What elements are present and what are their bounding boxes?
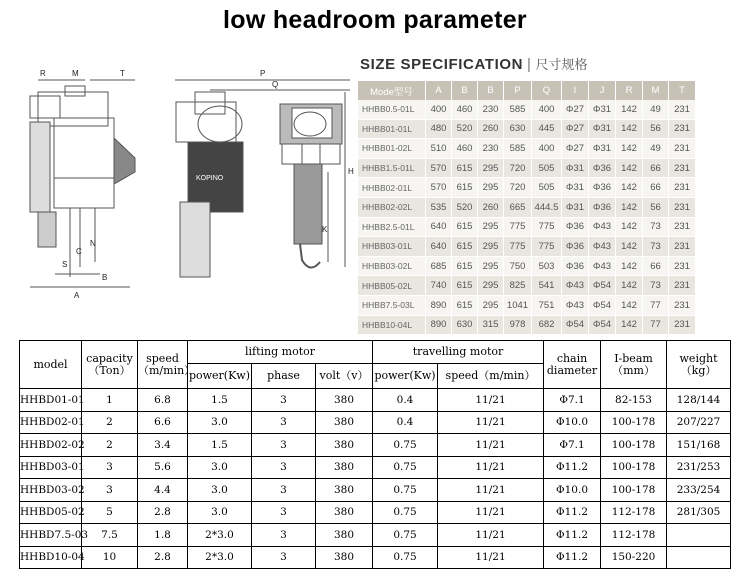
- spec-header-cell: A: [426, 81, 452, 100]
- table-cell: 3: [252, 411, 316, 434]
- spec-cell: 890: [426, 296, 452, 316]
- spec-cell: 142: [616, 296, 643, 316]
- spec-cell: 775: [532, 218, 562, 238]
- size-specification-table: [358, 81, 696, 335]
- spec-cell: 142: [616, 120, 643, 140]
- spec-cell: 570: [426, 159, 452, 179]
- header-weight: weight（kg）: [667, 341, 731, 389]
- table-cell: 82-153: [601, 389, 667, 412]
- spec-cell: Φ36: [589, 198, 616, 218]
- spec-header-cell: Mode型号: [358, 81, 426, 100]
- spec-cell: 1041: [504, 296, 532, 316]
- model-cell: HHBD03-01: [20, 456, 82, 479]
- spec-cell: Φ31: [589, 100, 616, 120]
- spec-cell: 444.5: [532, 198, 562, 218]
- spec-cell: Φ31: [589, 139, 616, 159]
- model-cell: HHBD02-02: [20, 434, 82, 457]
- spec-cell: 231: [669, 178, 696, 198]
- spec-cell: 615: [452, 257, 478, 277]
- spec-cell: 230: [478, 139, 504, 159]
- spec-cell: 775: [504, 237, 532, 257]
- table-cell: 0.4: [373, 411, 438, 434]
- table-cell: 112-178: [601, 501, 667, 524]
- spec-header-cell: B: [452, 81, 478, 100]
- dim-label-c: C: [76, 247, 82, 256]
- table-row: [20, 546, 731, 569]
- table-cell: 11/21: [438, 456, 544, 479]
- table-cell: 11/21: [438, 546, 544, 569]
- table-cell: 11/21: [438, 434, 544, 457]
- table-cell: 1: [82, 389, 138, 412]
- dim-label-r: R: [40, 69, 46, 78]
- spec-cell: 640: [426, 218, 452, 238]
- table-row: [20, 456, 731, 479]
- table-row: [20, 389, 731, 412]
- spec-model-cell: HHBB0.5-01L: [358, 100, 426, 120]
- table-cell: 3.0: [188, 456, 252, 479]
- spec-row: [358, 159, 696, 179]
- spec-cell: 142: [616, 159, 643, 179]
- spec-cell: Φ36: [562, 237, 589, 257]
- table-cell: Φ10.0: [544, 479, 601, 502]
- dim-label-t: T: [120, 69, 125, 78]
- spec-cell: 615: [452, 276, 478, 296]
- header-lifting-power: power(Kw): [188, 364, 252, 389]
- spec-cell: Φ43: [562, 276, 589, 296]
- spec-cell: 615: [452, 237, 478, 257]
- spec-header-cell: P: [504, 81, 532, 100]
- spec-title-cn: 尺寸规格: [535, 57, 588, 72]
- page-title: low headroom parameter: [223, 6, 527, 34]
- table-cell: [667, 546, 731, 569]
- table-cell: 2*3.0: [188, 546, 252, 569]
- table-cell: 380: [316, 501, 373, 524]
- table-cell: 3: [252, 479, 316, 502]
- header-speed: speed（m/min）: [138, 341, 188, 389]
- spec-cell: 66: [643, 159, 669, 179]
- spec-header-row: [358, 81, 696, 100]
- table-cell: 3: [252, 501, 316, 524]
- table-cell: 100-178: [601, 434, 667, 457]
- spec-cell: Φ31: [562, 198, 589, 218]
- spec-cell: 142: [616, 139, 643, 159]
- spec-cell: Φ27: [562, 100, 589, 120]
- size-specification-title: [360, 54, 720, 76]
- table-row: [20, 434, 731, 457]
- spec-row: [358, 237, 696, 257]
- table-cell: 11/21: [438, 524, 544, 547]
- spec-cell: 505: [532, 178, 562, 198]
- table-cell: Φ11.2: [544, 546, 601, 569]
- spec-cell: 56: [643, 120, 669, 140]
- table-cell: 100-178: [601, 479, 667, 502]
- table-cell: 2.8: [138, 501, 188, 524]
- spec-cell: 480: [426, 120, 452, 140]
- table-cell: 3: [252, 456, 316, 479]
- spec-cell: 315: [478, 316, 504, 336]
- spec-cell: 685: [426, 257, 452, 277]
- model-cell: HHBD10-04: [20, 546, 82, 569]
- spec-cell: 570: [426, 178, 452, 198]
- header-travelling-speed: speed（m/min）: [438, 364, 544, 389]
- spec-cell: 260: [478, 198, 504, 218]
- spec-cell: 142: [616, 218, 643, 238]
- header-ibeam: I-beam（mm）: [601, 341, 667, 389]
- spec-title-en: SIZE SPECIFICATION: [360, 56, 524, 73]
- spec-cell: 295: [478, 159, 504, 179]
- spec-cell: 231: [669, 237, 696, 257]
- spec-cell: 640: [426, 237, 452, 257]
- spec-cell: 750: [504, 257, 532, 277]
- header-lifting-motor: lifting motor: [188, 341, 373, 364]
- table-cell: 150-220: [601, 546, 667, 569]
- spec-model-cell: HHBB01-02L: [358, 139, 426, 159]
- table-cell: 207/227: [667, 411, 731, 434]
- spec-row: [358, 139, 696, 159]
- spec-row: [358, 100, 696, 120]
- spec-cell: Φ36: [589, 178, 616, 198]
- table-cell: 3: [82, 479, 138, 502]
- table-cell: 3.0: [188, 501, 252, 524]
- spec-cell: Φ31: [589, 120, 616, 140]
- table-cell: 1.8: [138, 524, 188, 547]
- spec-cell: 56: [643, 198, 669, 218]
- spec-cell: Φ36: [562, 257, 589, 277]
- dim-label-m: M: [72, 69, 79, 78]
- table-cell: Φ10.0: [544, 411, 601, 434]
- spec-cell: 295: [478, 178, 504, 198]
- model-cell: HHBD7.5-03: [20, 524, 82, 547]
- spec-cell: 665: [504, 198, 532, 218]
- spec-cell: 231: [669, 198, 696, 218]
- table-cell: 128/144: [667, 389, 731, 412]
- spec-cell: 142: [616, 257, 643, 277]
- table-cell: 10: [82, 546, 138, 569]
- header-volt: volt（v）: [316, 364, 373, 389]
- table-cell: Φ7.1: [544, 389, 601, 412]
- spec-model-cell: HHBB1.5-01L: [358, 159, 426, 179]
- spec-cell: 66: [643, 178, 669, 198]
- dim-label-b: B: [102, 273, 108, 282]
- spec-cell: 775: [532, 237, 562, 257]
- table-cell: 3: [82, 456, 138, 479]
- spec-cell: 295: [478, 257, 504, 277]
- spec-row: [358, 120, 696, 140]
- spec-cell: 460: [452, 139, 478, 159]
- spec-cell: Φ31: [562, 178, 589, 198]
- hoist-technical-drawing: [10, 62, 355, 300]
- spec-cell: 630: [504, 120, 532, 140]
- spec-title-separator: |: [527, 56, 532, 73]
- spec-cell: 751: [532, 296, 562, 316]
- spec-cell: 630: [452, 316, 478, 336]
- table-cell: 11/21: [438, 411, 544, 434]
- spec-cell: 231: [669, 100, 696, 120]
- spec-row: [358, 296, 696, 316]
- spec-row: [358, 178, 696, 198]
- spec-cell: 400: [532, 139, 562, 159]
- spec-cell: 890: [426, 316, 452, 336]
- spec-cell: 231: [669, 257, 696, 277]
- table-cell: 6.8: [138, 389, 188, 412]
- spec-cell: 445: [532, 120, 562, 140]
- table-cell: 3.0: [188, 411, 252, 434]
- spec-cell: 231: [669, 316, 696, 336]
- spec-header-cell: Q: [532, 81, 562, 100]
- table-cell: 3.4: [138, 434, 188, 457]
- model-cell: HHBD03-02: [20, 479, 82, 502]
- spec-cell: 615: [452, 218, 478, 238]
- spec-cell: 230: [478, 100, 504, 120]
- spec-header-cell: T: [669, 81, 696, 100]
- header-capacity: capacity（Ton）: [82, 341, 138, 389]
- table-cell: 7.5: [82, 524, 138, 547]
- table-cell: 112-178: [601, 524, 667, 547]
- spec-cell: 231: [669, 159, 696, 179]
- table-cell: 0.75: [373, 524, 438, 547]
- table-cell: 100-178: [601, 411, 667, 434]
- table-cell: 3: [252, 434, 316, 457]
- table-cell: 2: [82, 434, 138, 457]
- spec-cell: 231: [669, 120, 696, 140]
- spec-cell: Φ43: [589, 218, 616, 238]
- spec-cell: 400: [426, 100, 452, 120]
- spec-cell: 73: [643, 218, 669, 238]
- dim-label-s: S: [62, 260, 68, 269]
- spec-cell: Φ54: [562, 316, 589, 336]
- table-cell: 151/168: [667, 434, 731, 457]
- table-cell: 231/253: [667, 456, 731, 479]
- spec-cell: 260: [478, 120, 504, 140]
- spec-header-cell: J: [589, 81, 616, 100]
- spec-cell: 740: [426, 276, 452, 296]
- spec-cell: 231: [669, 139, 696, 159]
- spec-cell: 295: [478, 296, 504, 316]
- parameter-table: [19, 340, 731, 569]
- brand-logo: KOPINO: [196, 175, 224, 182]
- spec-cell: 142: [616, 276, 643, 296]
- spec-header-cell: B: [478, 81, 504, 100]
- table-cell: 0.75: [373, 479, 438, 502]
- table-cell: 380: [316, 479, 373, 502]
- table-cell: Φ11.2: [544, 524, 601, 547]
- spec-model-cell: HHBB02-02L: [358, 198, 426, 218]
- spec-cell: 825: [504, 276, 532, 296]
- spec-cell: 585: [504, 139, 532, 159]
- table-cell: 2: [82, 411, 138, 434]
- table-cell: 11/21: [438, 389, 544, 412]
- spec-cell: 520: [452, 120, 478, 140]
- table-cell: 380: [316, 389, 373, 412]
- spec-model-cell: HHBB02-01L: [358, 178, 426, 198]
- spec-cell: 73: [643, 276, 669, 296]
- table-cell: 3: [252, 524, 316, 547]
- spec-cell: Φ54: [589, 316, 616, 336]
- table-cell: 0.75: [373, 456, 438, 479]
- spec-cell: 505: [532, 159, 562, 179]
- spec-header-cell: M: [643, 81, 669, 100]
- spec-cell: 142: [616, 198, 643, 218]
- table-cell: 2.8: [138, 546, 188, 569]
- table-cell: 6.6: [138, 411, 188, 434]
- table-cell: [667, 524, 731, 547]
- table-row: [20, 411, 731, 434]
- spec-cell: Φ43: [589, 237, 616, 257]
- spec-cell: 231: [669, 218, 696, 238]
- table-cell: 3: [252, 546, 316, 569]
- table-cell: 0.4: [373, 389, 438, 412]
- spec-cell: 682: [532, 316, 562, 336]
- model-cell: HHBD05-02: [20, 501, 82, 524]
- spec-cell: 615: [452, 178, 478, 198]
- spec-cell: 49: [643, 139, 669, 159]
- table-cell: 380: [316, 524, 373, 547]
- spec-cell: 510: [426, 139, 452, 159]
- spec-cell: Φ54: [589, 296, 616, 316]
- spec-cell: 720: [504, 178, 532, 198]
- spec-model-cell: HHBB03-01L: [358, 237, 426, 257]
- table-cell: 380: [316, 411, 373, 434]
- table-cell: 4.4: [138, 479, 188, 502]
- spec-model-cell: HHBB03-02L: [358, 257, 426, 277]
- spec-row: [358, 316, 696, 336]
- spec-cell: 460: [452, 100, 478, 120]
- spec-cell: 66: [643, 257, 669, 277]
- spec-cell: 400: [532, 100, 562, 120]
- table-cell: 11/21: [438, 479, 544, 502]
- spec-row: [358, 218, 696, 238]
- table-cell: 281/305: [667, 501, 731, 524]
- spec-header-cell: I: [562, 81, 589, 100]
- spec-cell: 73: [643, 237, 669, 257]
- table-cell: 1.5: [188, 389, 252, 412]
- spec-cell: Φ43: [589, 257, 616, 277]
- spec-cell: 231: [669, 276, 696, 296]
- table-cell: Φ7.1: [544, 434, 601, 457]
- table-row: [20, 524, 731, 547]
- spec-cell: Φ27: [562, 120, 589, 140]
- spec-cell: 615: [452, 159, 478, 179]
- spec-cell: 142: [616, 316, 643, 336]
- header-travelling-motor: travelling motor: [373, 341, 544, 364]
- spec-model-cell: HHBB7.5-03L: [358, 296, 426, 316]
- spec-cell: 541: [532, 276, 562, 296]
- spec-cell: Φ54: [589, 276, 616, 296]
- header-model: model: [20, 341, 82, 389]
- spec-cell: 978: [504, 316, 532, 336]
- spec-cell: 142: [616, 100, 643, 120]
- spec-cell: 142: [616, 178, 643, 198]
- dim-label-n: N: [90, 239, 96, 248]
- dim-label-q: Q: [272, 80, 279, 89]
- spec-cell: 775: [504, 218, 532, 238]
- table-cell: 0.75: [373, 501, 438, 524]
- spec-cell: Φ36: [562, 218, 589, 238]
- spec-model-cell: HHBB05-02L: [358, 276, 426, 296]
- dim-label-p: P: [260, 69, 266, 78]
- table-cell: 1.5: [188, 434, 252, 457]
- table-cell: 11/21: [438, 501, 544, 524]
- table-cell: Φ11.2: [544, 456, 601, 479]
- spec-cell: 520: [452, 198, 478, 218]
- spec-row: [358, 257, 696, 277]
- spec-model-cell: HHBB2.5-01L: [358, 218, 426, 238]
- model-cell: HHBD01-01: [20, 389, 82, 412]
- spec-row: [358, 198, 696, 218]
- spec-header-cell: R: [616, 81, 643, 100]
- spec-cell: 231: [669, 296, 696, 316]
- dim-label-k: K: [322, 225, 328, 234]
- spec-cell: 295: [478, 237, 504, 257]
- spec-cell: 49: [643, 100, 669, 120]
- header-phase: phase: [252, 364, 316, 389]
- spec-cell: 295: [478, 276, 504, 296]
- table-cell: Φ11.2: [544, 501, 601, 524]
- spec-cell: Φ43: [562, 296, 589, 316]
- spec-cell: 535: [426, 198, 452, 218]
- table-cell: 380: [316, 456, 373, 479]
- table-cell: 3: [252, 389, 316, 412]
- spec-model-cell: HHBB01-01L: [358, 120, 426, 140]
- header-chain-diameter: chain diameter: [544, 341, 601, 389]
- spec-row: [358, 276, 696, 296]
- table-cell: 5.6: [138, 456, 188, 479]
- spec-cell: Φ27: [562, 139, 589, 159]
- dim-label-h: H: [348, 167, 354, 176]
- table-cell: 3.0: [188, 479, 252, 502]
- table-cell: 233/254: [667, 479, 731, 502]
- table-cell: 100-178: [601, 456, 667, 479]
- table-cell: 380: [316, 546, 373, 569]
- spec-cell: 720: [504, 159, 532, 179]
- spec-cell: Φ36: [589, 159, 616, 179]
- dim-label-a: A: [74, 291, 80, 300]
- spec-cell: 295: [478, 218, 504, 238]
- table-row: [20, 501, 731, 524]
- spec-cell: 585: [504, 100, 532, 120]
- spec-cell: 503: [532, 257, 562, 277]
- spec-model-cell: HHBB10-04L: [358, 316, 426, 336]
- spec-cell: 142: [616, 237, 643, 257]
- table-cell: 0.75: [373, 546, 438, 569]
- spec-cell: Φ31: [562, 159, 589, 179]
- header-travelling-power: power(Kw): [373, 364, 438, 389]
- spec-cell: 77: [643, 316, 669, 336]
- spec-cell: 77: [643, 296, 669, 316]
- table-cell: 380: [316, 434, 373, 457]
- table-row: [20, 479, 731, 502]
- table-cell: 5: [82, 501, 138, 524]
- table-cell: 2*3.0: [188, 524, 252, 547]
- table-cell: 0.75: [373, 434, 438, 457]
- model-cell: HHBD02-01: [20, 411, 82, 434]
- spec-cell: 615: [452, 296, 478, 316]
